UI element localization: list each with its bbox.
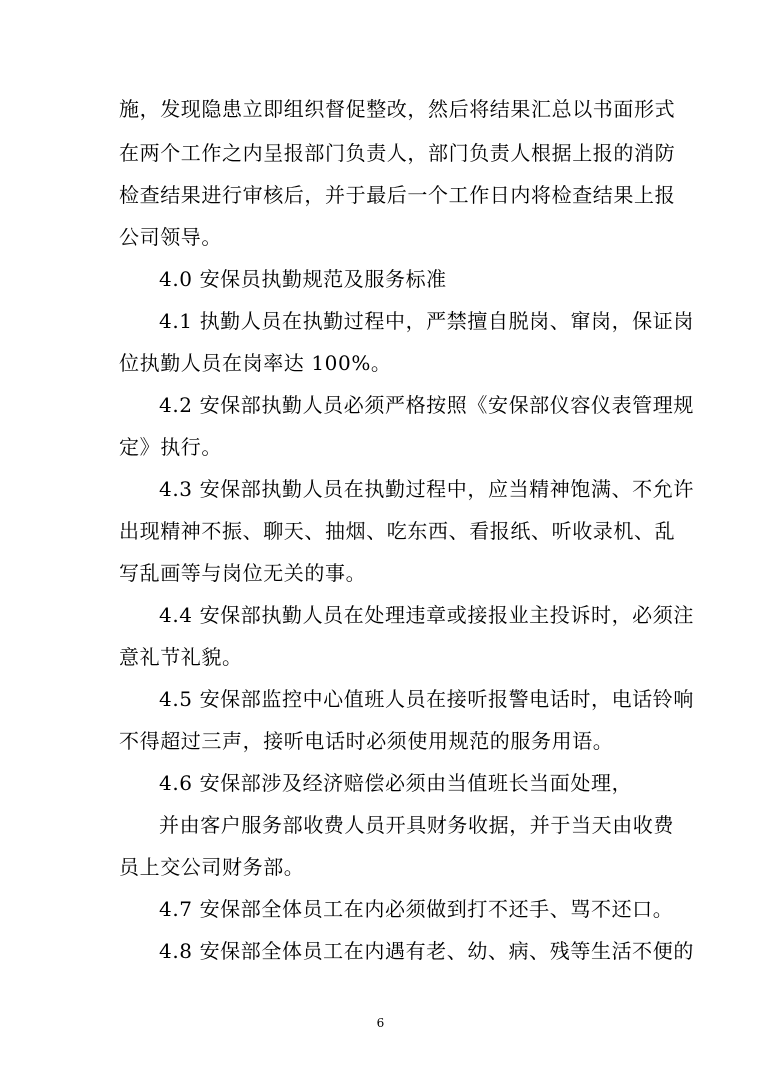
text-line: 不得超过三声，接听电话时必须使用规范的服务用语。 [119, 729, 614, 753]
text-line: 定》执行。 [119, 435, 222, 459]
text-line: 4.8 安保部全体员工在内遇有老、幼、病、残等生活不便的 [159, 939, 694, 963]
text-line: 在两个工作之内呈报部门负责人，部门负责人根据上报的消防 [119, 141, 676, 165]
text-line: 4.2 安保部执勤人员必须严格按照《安保部仪容仪表管理规 [159, 393, 694, 417]
text-line: 4.4 安保部执勤人员在处理违章或接报业主投诉时，必须注 [159, 603, 694, 627]
text-line: 公司领导。 [119, 225, 222, 249]
text-line: 位执勤人员在岗率达 100%。 [119, 351, 392, 375]
text-line: 4.3 安保部执勤人员在执勤过程中，应当精神饱满、不允许 [159, 477, 694, 501]
text-line: 施，发现隐患立即组织督促整改，然后将结果汇总以书面形式 [119, 97, 676, 121]
text-line: 4.6 安保部涉及经济赔偿必须由当值班长当面处理， [159, 771, 633, 795]
text-line: 写乱画等与岗位无关的事。 [119, 561, 367, 585]
text-line: 员上交公司财务部。 [119, 855, 305, 879]
text-line: 意礼节礼貌。 [119, 645, 243, 669]
text-line: 并由客户服务部收费人员开具财务收据，并于当天由收费 [159, 813, 674, 837]
section-heading: 4.0 安保员执勤规范及服务标准 [159, 267, 447, 291]
page-number: 6 [376, 1016, 385, 1030]
text-line: 检查结果进行审核后，并于最后一个工作日内将检查结果上报 [119, 183, 676, 207]
text-line: 4.5 安保部监控中心值班人员在接听报警电话时，电话铃响 [159, 687, 694, 711]
text-line: 4.7 安保部全体员工在内必须做到打不还手、骂不还口。 [159, 897, 674, 921]
text-line: 出现精神不振、聊天、抽烟、吃东西、看报纸、听收录机、乱 [119, 519, 676, 543]
text-line: 4.1 执勤人员在执勤过程中，严禁擅自脱岗、窜岗，保证岗 [159, 309, 694, 333]
